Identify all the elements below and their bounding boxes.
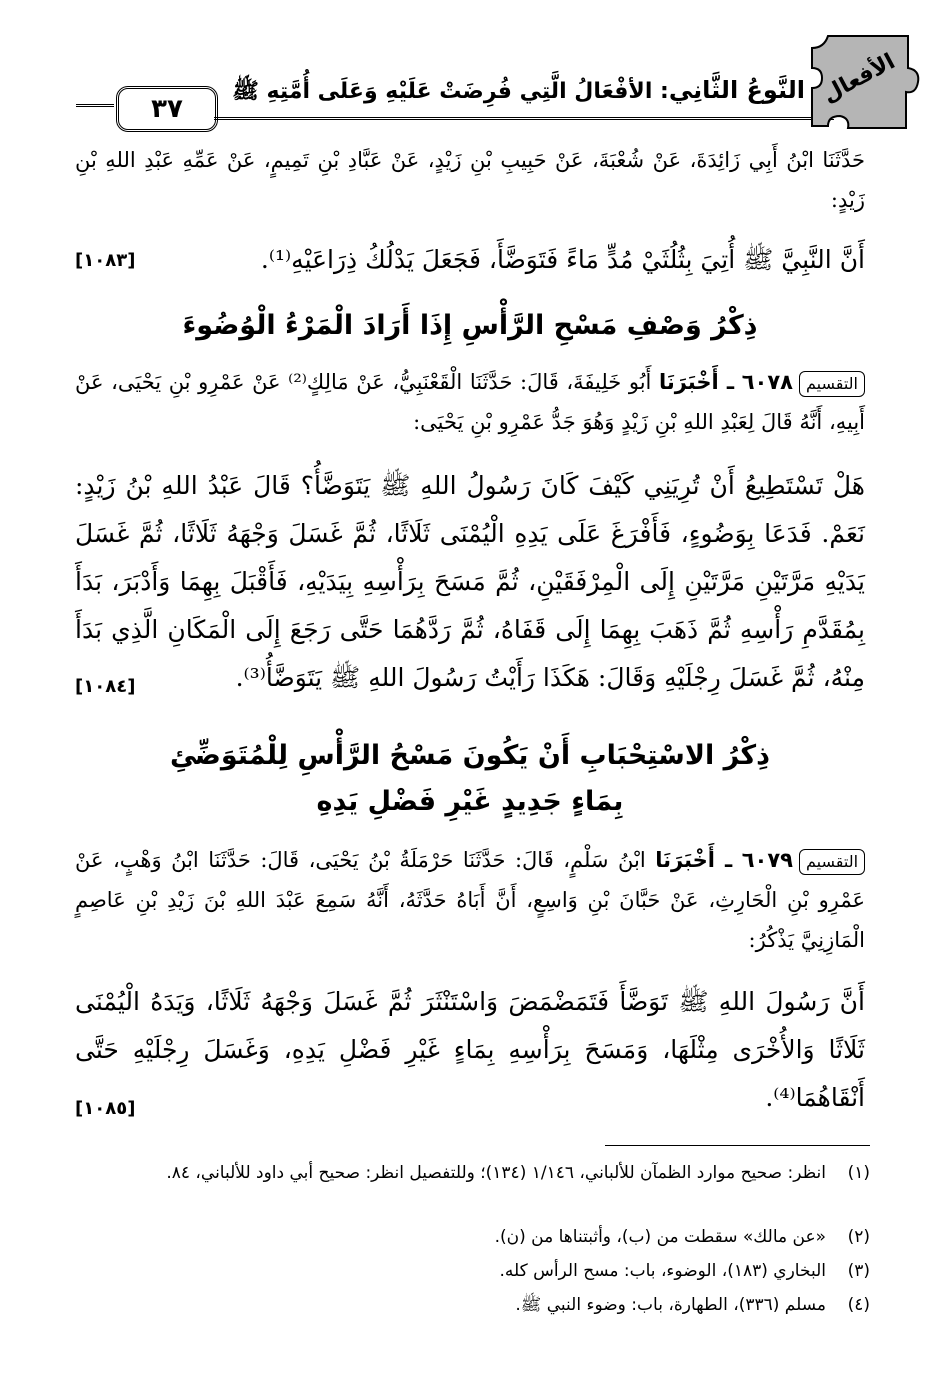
hadith-6078 <box>75 362 865 442</box>
hadith-6079-isnad-line <box>75 840 865 960</box>
akhbarana: ـ أَخْبَرَنَا <box>655 848 733 872</box>
footnote-text: البخاري (١٨٣)، الوضوء، باب: مسح الرأس كله. <box>499 1261 826 1281</box>
page-number: ٣٧ <box>151 94 183 124</box>
footnote-text: «عن مالك» سقطت من (ب)، وأثبتناها من (ن). <box>494 1227 826 1247</box>
hadith-tag: التقسيم <box>799 849 865 875</box>
hadith-ref-1084: [١٠٨٤] <box>75 676 136 697</box>
hadith-1083 <box>75 140 865 220</box>
footnote-text: مسلم (٣٣٦)، الطهارة، باب: وضوء النبي ﷺ. <box>515 1295 826 1315</box>
page-header <box>70 28 920 128</box>
footnote-text: انظر: صحيح موارد الظمآن للألباني، ١/١٤٦ (١٣٤)؛ وللتفصيل انظر: صحيح أبي داود للألباني، ٨٤. <box>166 1163 826 1183</box>
hadith-6079 <box>75 840 865 960</box>
section-heading-2-cont: بِمَاءٍ جَدِيدٍ غَيْرِ فَضْلِ يَدِهِ <box>316 786 624 817</box>
hadith-1083-matn-block <box>75 236 865 284</box>
chapter-title-rest: : الأفْعَالُ الَّتِي فُرِضَتْ عَلَيْهِ وَعَلَى أُمَّتِهِ ﷺ <box>232 79 669 104</box>
hadith-1083-isnad: حَدَّثَنَا ابْنُ أَبِي زَائِدَةَ، عَنْ شُعْبَةَ، عَنْ حَبِيبِ بْنِ زَيْدٍ، عَنْ عَبَّادِ بْنِ تَمِيمٍ، عَنْ عَمِّهِ عَبْدِ اللهِ بْنِ زَيْدٍ: <box>75 148 865 212</box>
footnote-3 <box>75 1256 870 1286</box>
hadith-6078-isnad-line <box>75 362 865 442</box>
hadith-6078-matn: هَلْ تَسْتَطِيعُ أَنْ تُرِيَنِي كَيْفَ كَانَ رَسُولُ اللهِ ﷺ يَتَوَضَّأُ؟ قَالَ عَبْدُ اللهِ بْنُ زَيْدٍ: نَعَمْ. فَدَعَا بِوَضُوءٍ، فَأَفْرَغَ عَلَى يَدِهِ الْيُمْنَى ثَلَاثًا، ثُمَّ غَسَلَ وَجْهَهُ ثَلَاثًا، ثُمَّ غَسَلَ يَدَيْهِ مَرَّتَيْنِ مَرَّتَيْنِ إِلَى الْمِرْفَقَيْنِ، ثُمَّ مَسَحَ بِرَأْسِهِ بِيَدَيْهِ، فَأَقْبَلَ بِهِمَا وَأَدْبَرَ، بَدَأَ بِمُقَدَّمِ رَأْسِهِ ثُمَّ ذَهَبَ بِهِمَا إِلَى قَفَاهُ، ثُمَّ رَدَّهُمَا حَتَّى رَجَعَ إِلَى الْمَكَانِ الَّذِي بَدَأَ مِنْهُ، ثُمَّ غَسَلَ رِجْلَيْهِ وَقَالَ: هَكَذَا رَأَيْتُ رَسُولَ اللهِ ﷺ يَتَوَضَّأُ⁽³⁾. <box>75 471 865 692</box>
hadith-1083-matn: أَنَّ النَّبِيَّ ﷺ أُتِيَ بِثُلُثَيْ مُدٍّ مَاءً فَتَوَضَّأَ، فَجَعَلَ يَدْلُكُ ذِرَاعَيْهِ⁽¹⁾. <box>260 245 865 274</box>
hadith-6079-matn-block <box>75 978 865 1122</box>
hadith-6078-matn-block <box>75 462 865 702</box>
hadith-ref-1085: [١٠٨٥] <box>75 1098 136 1119</box>
footnote-number: (١) <box>847 1163 870 1183</box>
footnote-number: (٣) <box>847 1261 870 1281</box>
footnote-rule <box>605 1145 870 1146</box>
hadith-number: ٦٠٧٨ <box>741 370 793 394</box>
header-rule-left <box>76 104 114 107</box>
hadith-tag: التقسيم <box>799 371 865 397</box>
corner-label: الأفعال <box>818 49 900 108</box>
header-rule <box>214 117 834 120</box>
footnote-1 <box>75 1158 870 1188</box>
section-heading-2: ذِكْرُ الاسْتِحْبَابِ أَنْ يَكُونَ مَسْحُ الرَّأْسِ لِلْمُتَوَضِّئِ <box>170 740 770 771</box>
hadith-6079-isnad: ابْنُ سَلْمٍ، قَالَ: حَدَّثَنَا حَرْمَلَةُ بْنُ يَحْيَى، قَالَ: حَدَّثَنَا ابْنُ وَهْبٍ، عَنْ عَمْرِو بْنِ الْحَارِثِ، عَنْ حَبَّانَ بْنِ وَاسِعٍ، أَنَّ أَبَاهُ حَدَّثَهُ، أَنَّهُ سَمِعَ عَبْدَ اللهِ بْنَ زَيْدِ بْنِ عَاصِمٍ الْمَازِنِيَّ يَذْكُرُ: <box>75 848 865 952</box>
page-number-badge <box>116 86 218 132</box>
hadith-ref-1083: [١٠٨٣] <box>75 250 136 271</box>
hadith-6078-isnad: أَبُو خَلِيفَةَ، قَالَ: حَدَّثَنَا الْقَعْنَبِيُّ، عَنْ مَالِكٍ⁽²⁾ عَنْ عَمْرِو بْنِ يَحْيَى، عَنْ أَبِيهِ، أَنَّهُ قَالَ لِعَبْدِ اللهِ بْنِ زَيْدٍ وَهُوَ جَدُّ عَمْرِو بْنِ يَحْيَى: <box>75 370 865 434</box>
akhbarana: ـ أَخْبَرَنَا <box>658 370 735 394</box>
chapter-title <box>232 76 805 109</box>
footnote-number: (٢) <box>847 1227 870 1247</box>
footnote-2 <box>75 1222 870 1252</box>
hadith-number: ٦٠٧٩ <box>741 848 794 872</box>
chapter-title-strong: النَّوعُ الثَّانِي <box>668 76 805 104</box>
footnote-4 <box>75 1290 870 1320</box>
footnote-number: (٤) <box>847 1295 870 1315</box>
hadith-6079-matn: أَنَّ رَسُولَ اللهِ ﷺ تَوَضَّأَ فَتَمَضْمَضَ وَاسْتَنْثَرَ ثُمَّ غَسَلَ وَجْهَهُ ثَلَاثًا، وَيَدَهُ الْيُمْنَى ثَلَاثًا وَالأُخْرَى مِثْلَهَا، وَمَسَحَ بِرَأْسِهِ بِمَاءٍ غَيْرِ فَضْلِ يَدِهِ، وَغَسَلَ رِجْلَيْهِ حَتَّى أَنْقَاهُمَا⁽⁴⁾. <box>75 987 865 1112</box>
section-heading-1: ذِكْرُ وَصْفِ مَسْحِ الرَّأْسِ إِذَا أَرَادَ الْمَرْءُ الْوُضُوءَ <box>182 310 758 341</box>
